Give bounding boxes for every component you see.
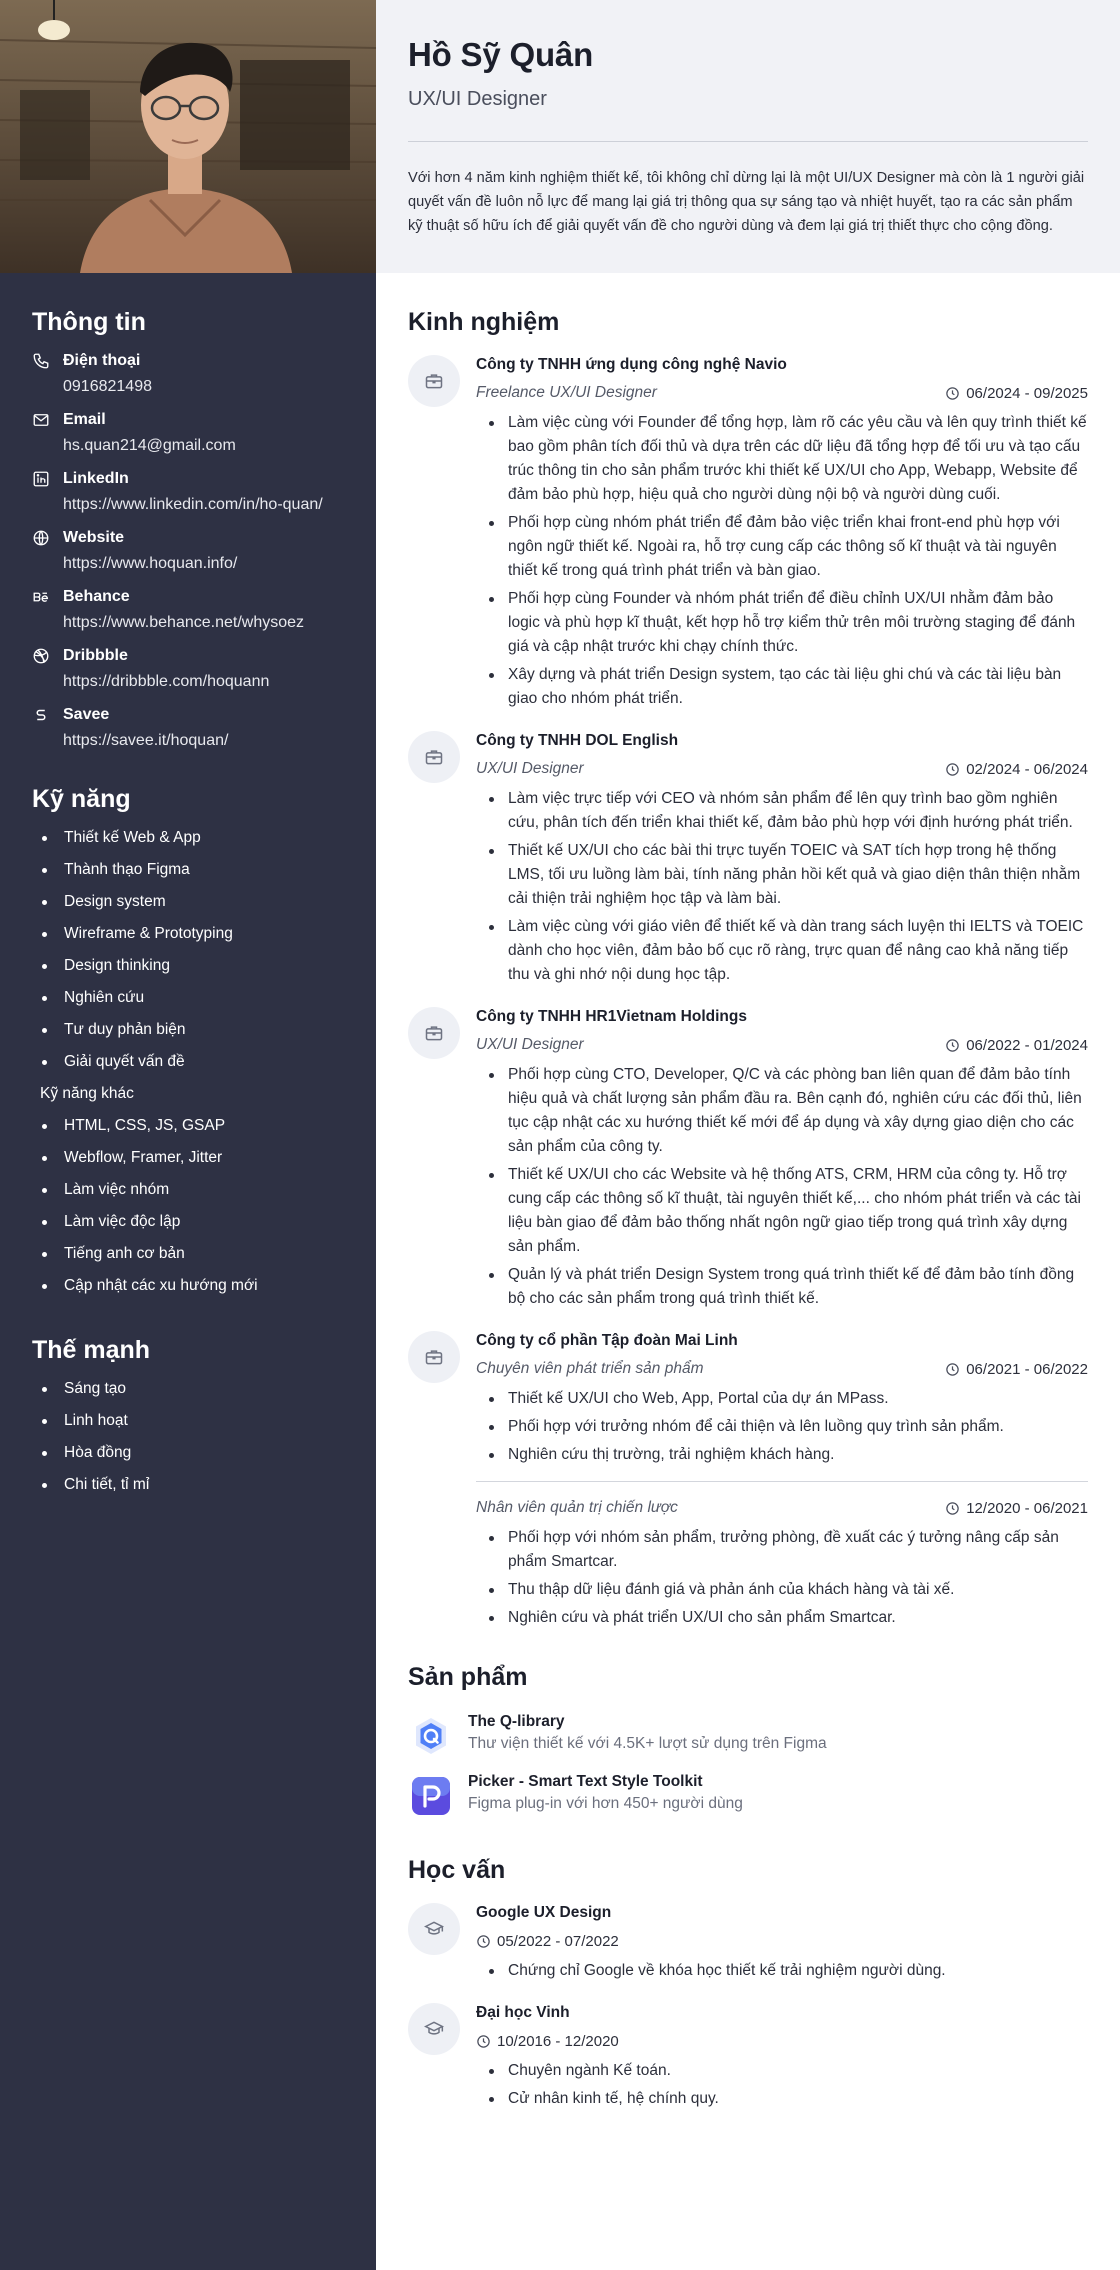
bullet-item: Làm việc trực tiếp với CEO và nhóm sản phẩm để lên quy trình bao gồm nghiên cứu, phân tích đến triển khai thiết kế, đảm bảo phù hợp với định hướng phát triển. <box>476 787 1088 835</box>
main-content <box>376 0 1120 2270</box>
strength-item: Linh hoạt <box>32 1405 352 1437</box>
skill-item: HTML, CSS, JS, GSAP <box>32 1110 352 1142</box>
job-bullets <box>476 1526 1088 1630</box>
company-name: Công ty TNHH ứng dụng công nghệ Navio <box>476 356 787 373</box>
clock-icon <box>945 1501 960 1516</box>
q-library-icon <box>412 1717 450 1755</box>
contact-value[interactable]: https://savee.it/hoquan/ <box>63 732 229 749</box>
contact-linkedin[interactable] <box>32 469 352 515</box>
skill-item: Làm việc nhóm <box>32 1174 352 1206</box>
contact-label: Email <box>63 411 106 428</box>
other-skills-list <box>32 1110 352 1302</box>
job-position: Nhân viên quản trị chiến lược <box>476 1499 678 1516</box>
job-date <box>945 1037 1088 1054</box>
contact-label: Dribbble <box>63 647 128 664</box>
graduation-cap-icon <box>408 1903 460 1955</box>
profile-photo <box>0 0 376 273</box>
job-date <box>945 761 1088 778</box>
briefcase-icon <box>408 1331 460 1383</box>
job-bullets <box>476 1063 1088 1311</box>
strength-item: Chi tiết, tỉ mỉ <box>32 1469 352 1501</box>
briefcase-icon <box>408 731 460 783</box>
contact-website[interactable] <box>32 528 352 574</box>
company-name: Công ty cổ phần Tập đoàn Mai Linh <box>476 1332 738 1349</box>
education-title: Học vấn <box>408 1856 506 1884</box>
contact-value[interactable]: https://www.behance.net/whysoez <box>63 614 305 631</box>
job-bullets <box>476 787 1088 987</box>
clock-icon <box>945 386 960 401</box>
bullet-item: Phối hợp cùng CTO, Developer, Q/C và các phòng ban liên quan để đảm bảo tính hiệu quả và chất lượng sản phẩm đầu ra. Bên cạnh đó, nghiên cứu các đối thủ, liên tục cập nhật các xu hướng thiết kế mới để áp dụng và xây dựng giao diện cho các sản phẩm của công ty. <box>476 1063 1088 1159</box>
savee-icon <box>32 706 52 726</box>
skill-item: Thiết kế Web & App <box>32 822 352 854</box>
bullet-item: Làm việc cùng với giáo viên để thiết kế và dàn trang sách luyện thi IELTS và TOEIC dành cho học viên, đảm bảo bố cục rõ ràng, trực quan để nâng cao khả năng tiếp thu và ghi nhớ nội dung học tập. <box>476 915 1088 987</box>
product-item[interactable] <box>408 1713 1088 1759</box>
job-position: Freelance UX/UI Designer <box>476 384 657 401</box>
contact-savee[interactable] <box>32 705 352 751</box>
contact-value[interactable]: https://dribbble.com/hoquann <box>63 673 270 690</box>
clock-icon <box>945 1038 960 1053</box>
job-date <box>945 1500 1088 1517</box>
education-date <box>476 1933 619 1950</box>
bullet-item: Chứng chỉ Google về khóa học thiết kế trải nghiệm người dùng. <box>476 1959 1088 1983</box>
skill-item: Design thinking <box>32 950 352 982</box>
email-icon <box>32 411 52 431</box>
summary-text: Với hơn 4 năm kinh nghiệm thiết kế, tôi không chỉ dừng lại là một UI/UX Designer mà còn là 1 người giải quyết vấn đề luôn nỗ lực để mang lại giá trị thông qua sự sáng tạo và nhiệt huyết, tạo ra các sản phẩm kỹ thuật số hữu ích để giải quyết vấn đề cho người dùng và đem lại giá trị thiết thực cho cộng đồng. <box>408 170 1085 234</box>
strength-item: Hòa đồng <box>32 1437 352 1469</box>
education-date <box>476 2033 619 2050</box>
company-name: Công ty TNHH HR1Vietnam Holdings <box>476 1008 747 1025</box>
bullet-item: Quản lý và phát triển Design System trong quá trình thiết kế để đảm bảo tính đồng bộ cho các sản phẩm trong quá trình thiết kế. <box>476 1263 1088 1311</box>
bullet-item: Phối hợp với nhóm sản phẩm, trưởng phòng, đề xuất các ý tưởng nâng cấp sản phẩm Smartcar. <box>476 1526 1088 1574</box>
contact-label: Savee <box>63 706 110 723</box>
linkedin-icon <box>32 470 52 490</box>
phone-icon <box>32 352 52 372</box>
contact-label: Điện thoại <box>63 352 141 369</box>
role-divider <box>476 1481 1088 1482</box>
date-text: 02/2024 - 06/2024 <box>966 760 1088 778</box>
header <box>376 0 1120 273</box>
job-date <box>945 1361 1088 1378</box>
date-text: 10/2016 - 12/2020 <box>497 2032 619 2050</box>
bullet-item: Thiết kế UX/UI cho các bài thi trực tuyến TOEIC và SAT tích hợp trong hệ thống LMS, tối ưu luồng làm bài, tính năng phản hồi kết quả và giao diện thân thiện nhằm cải thiện trải nghiệm học tập và làm bài. <box>476 839 1088 911</box>
skill-item: Tư duy phản biện <box>32 1014 352 1046</box>
product-desc: Figma plug-in với hơn 450+ người dùng <box>468 1795 743 1812</box>
contact-value[interactable]: https://www.linkedin.com/in/ho-quan/ <box>63 496 323 513</box>
skill-item: Wireframe & Prototyping <box>32 918 352 950</box>
job-date <box>945 385 1088 402</box>
product-desc: Thư viện thiết kế với 4.5K+ lượt sử dụng trên Figma <box>468 1735 827 1752</box>
clock-icon <box>945 1362 960 1377</box>
product-item[interactable] <box>408 1773 1088 1819</box>
info-title: Thông tin <box>32 308 146 336</box>
skill-item: Tiếng anh cơ bản <box>32 1238 352 1270</box>
bullet-item: Thiết kế UX/UI cho các Website và hệ thống ATS, CRM, HRM của công ty. Hỗ trợ cung cấp các thông số kĩ thuật, tài nguyên thiết kế,... cho nhóm phát triển và các tài liệu bàn giao để đảm bảo thống nhất ngôn ngữ giao tiếp trong quá trình xây dựng sản phẩm. <box>476 1163 1088 1259</box>
bullet-item: Làm việc cùng với Founder để tổng hợp, làm rõ các yêu cầu và lên quy trình thiết kế bao gồm phân tích đối thủ và dựa trên các dữ liệu đã tổng hợp để tối ưu và tạo cấu trúc thông tin cho sản phẩm trước khi thiết kế UX/UI cho App, Webapp, Website để đảm bảo phù hợp, hiệu quả cho người dùng nội bộ và người dùng cuối. <box>476 411 1088 507</box>
contact-email[interactable] <box>32 410 352 456</box>
contact-label: Behance <box>63 588 130 605</box>
sidebar <box>0 0 376 2270</box>
contact-dribbble[interactable] <box>32 646 352 692</box>
skill-item: Nghiên cứu <box>32 982 352 1014</box>
skills-list <box>32 822 352 1078</box>
skill-item: Làm việc độc lập <box>32 1206 352 1238</box>
date-text: 12/2020 - 06/2021 <box>966 1499 1088 1517</box>
product-name: The Q-library <box>468 1713 565 1730</box>
date-text: 05/2022 - 07/2022 <box>497 1932 619 1950</box>
skill-item: Design system <box>32 886 352 918</box>
clock-icon <box>476 2034 491 2049</box>
school-name: Google UX Design <box>476 1904 612 1921</box>
bullet-item: Phối hợp cùng nhóm phát triển để đảm bảo việc triển khai front-end phù hợp với ngôn ngữ thiết kế. Ngoài ra, hỗ trợ cung cấp các thông số kĩ thuật và tài nguyên thiết kế trong quá trình phát triển và bàn giao. <box>476 511 1088 583</box>
graduation-cap-icon <box>408 2003 460 2055</box>
header-divider <box>408 141 1088 142</box>
picker-icon <box>412 1777 450 1815</box>
bullet-item: Cử nhân kinh tế, hệ chính quy. <box>476 2087 1088 2111</box>
job-position: Chuyên viên phát triển sản phẩm <box>476 1360 704 1377</box>
skill-item: Cập nhật các xu hướng mới <box>32 1270 352 1302</box>
product-name: Picker - Smart Text Style Toolkit <box>468 1773 703 1790</box>
bullet-item: Phối hợp với trưởng nhóm để cải thiện và lên luồng quy trình sản phẩm. <box>476 1415 1088 1439</box>
date-text: 06/2022 - 01/2024 <box>966 1036 1088 1054</box>
dribbble-icon <box>32 647 52 667</box>
contact-value[interactable]: 0916821498 <box>63 378 152 395</box>
skill-item: Giải quyết vấn đề <box>32 1046 352 1078</box>
bullet-item: Xây dựng và phát triển Design system, tạo các tài liệu ghi chú và các tài liệu bàn giao cho nhóm phát triển. <box>476 663 1088 711</box>
school-name: Đại học Vinh <box>476 2004 570 2021</box>
behance-icon <box>32 588 52 608</box>
date-text: 06/2021 - 06/2022 <box>966 1360 1088 1378</box>
skills-title: Kỹ năng <box>32 785 131 813</box>
job-position: UX/UI Designer <box>476 1036 584 1053</box>
job-position: UX/UI Designer <box>476 760 584 777</box>
contact-phone[interactable] <box>32 351 352 397</box>
job-bullets <box>476 1387 1088 1467</box>
education-bullets <box>476 1959 1088 1983</box>
education-bullets <box>476 2059 1088 2111</box>
briefcase-icon <box>408 355 460 407</box>
bullet-item: Phối hợp cùng Founder và nhóm phát triển để điều chỉnh UX/UI nhằm đảm bảo logic và phù hợp kĩ thuật, kết hợp hỗ trợ kiểm thử trên môi trường staging để đánh giá và cập nhật trước khi chạy chính thức. <box>476 587 1088 659</box>
sidebar-content <box>32 308 352 1501</box>
clock-icon <box>945 762 960 777</box>
company-name: Công ty TNHH DOL English <box>476 732 679 749</box>
person-name: Hồ Sỹ Quân <box>408 36 594 73</box>
contact-behance[interactable] <box>32 587 352 633</box>
contact-label: LinkedIn <box>63 470 129 487</box>
products-title: Sản phẩm <box>408 1663 528 1691</box>
bullet-item: Nghiên cứu thị trường, trải nghiệm khách hàng. <box>476 1443 1088 1467</box>
job-bullets <box>476 411 1088 711</box>
bullet-item: Nghiên cứu và phát triển UX/UI cho sản phẩm Smartcar. <box>476 1606 1088 1630</box>
other-skills-title: Kỹ năng khác <box>40 1085 134 1102</box>
date-text: 06/2024 - 09/2025 <box>966 384 1088 402</box>
clock-icon <box>476 1934 491 1949</box>
strengths-title: Thế mạnh <box>32 1336 151 1364</box>
bullet-item: Thu thập dữ liệu đánh giá và phản ánh của khách hàng và tài xế. <box>476 1578 1088 1602</box>
bullet-item: Chuyên ngành Kế toán. <box>476 2059 1088 2083</box>
contact-value[interactable]: https://www.hoquan.info/ <box>63 555 238 572</box>
skill-item: Webflow, Framer, Jitter <box>32 1142 352 1174</box>
skill-item: Thành thạo Figma <box>32 854 352 886</box>
contact-label: Website <box>63 529 125 546</box>
bullet-item: Thiết kế UX/UI cho Web, App, Portal của dự án MPass. <box>476 1387 1088 1411</box>
strengths-list <box>32 1373 352 1501</box>
briefcase-icon <box>408 1007 460 1059</box>
strength-item: Sáng tạo <box>32 1373 352 1405</box>
contact-value[interactable]: hs.quan214@gmail.com <box>63 437 236 454</box>
person-role: UX/UI Designer <box>408 88 547 110</box>
experience-title: Kinh nghiệm <box>408 308 560 336</box>
globe-icon <box>32 529 52 549</box>
